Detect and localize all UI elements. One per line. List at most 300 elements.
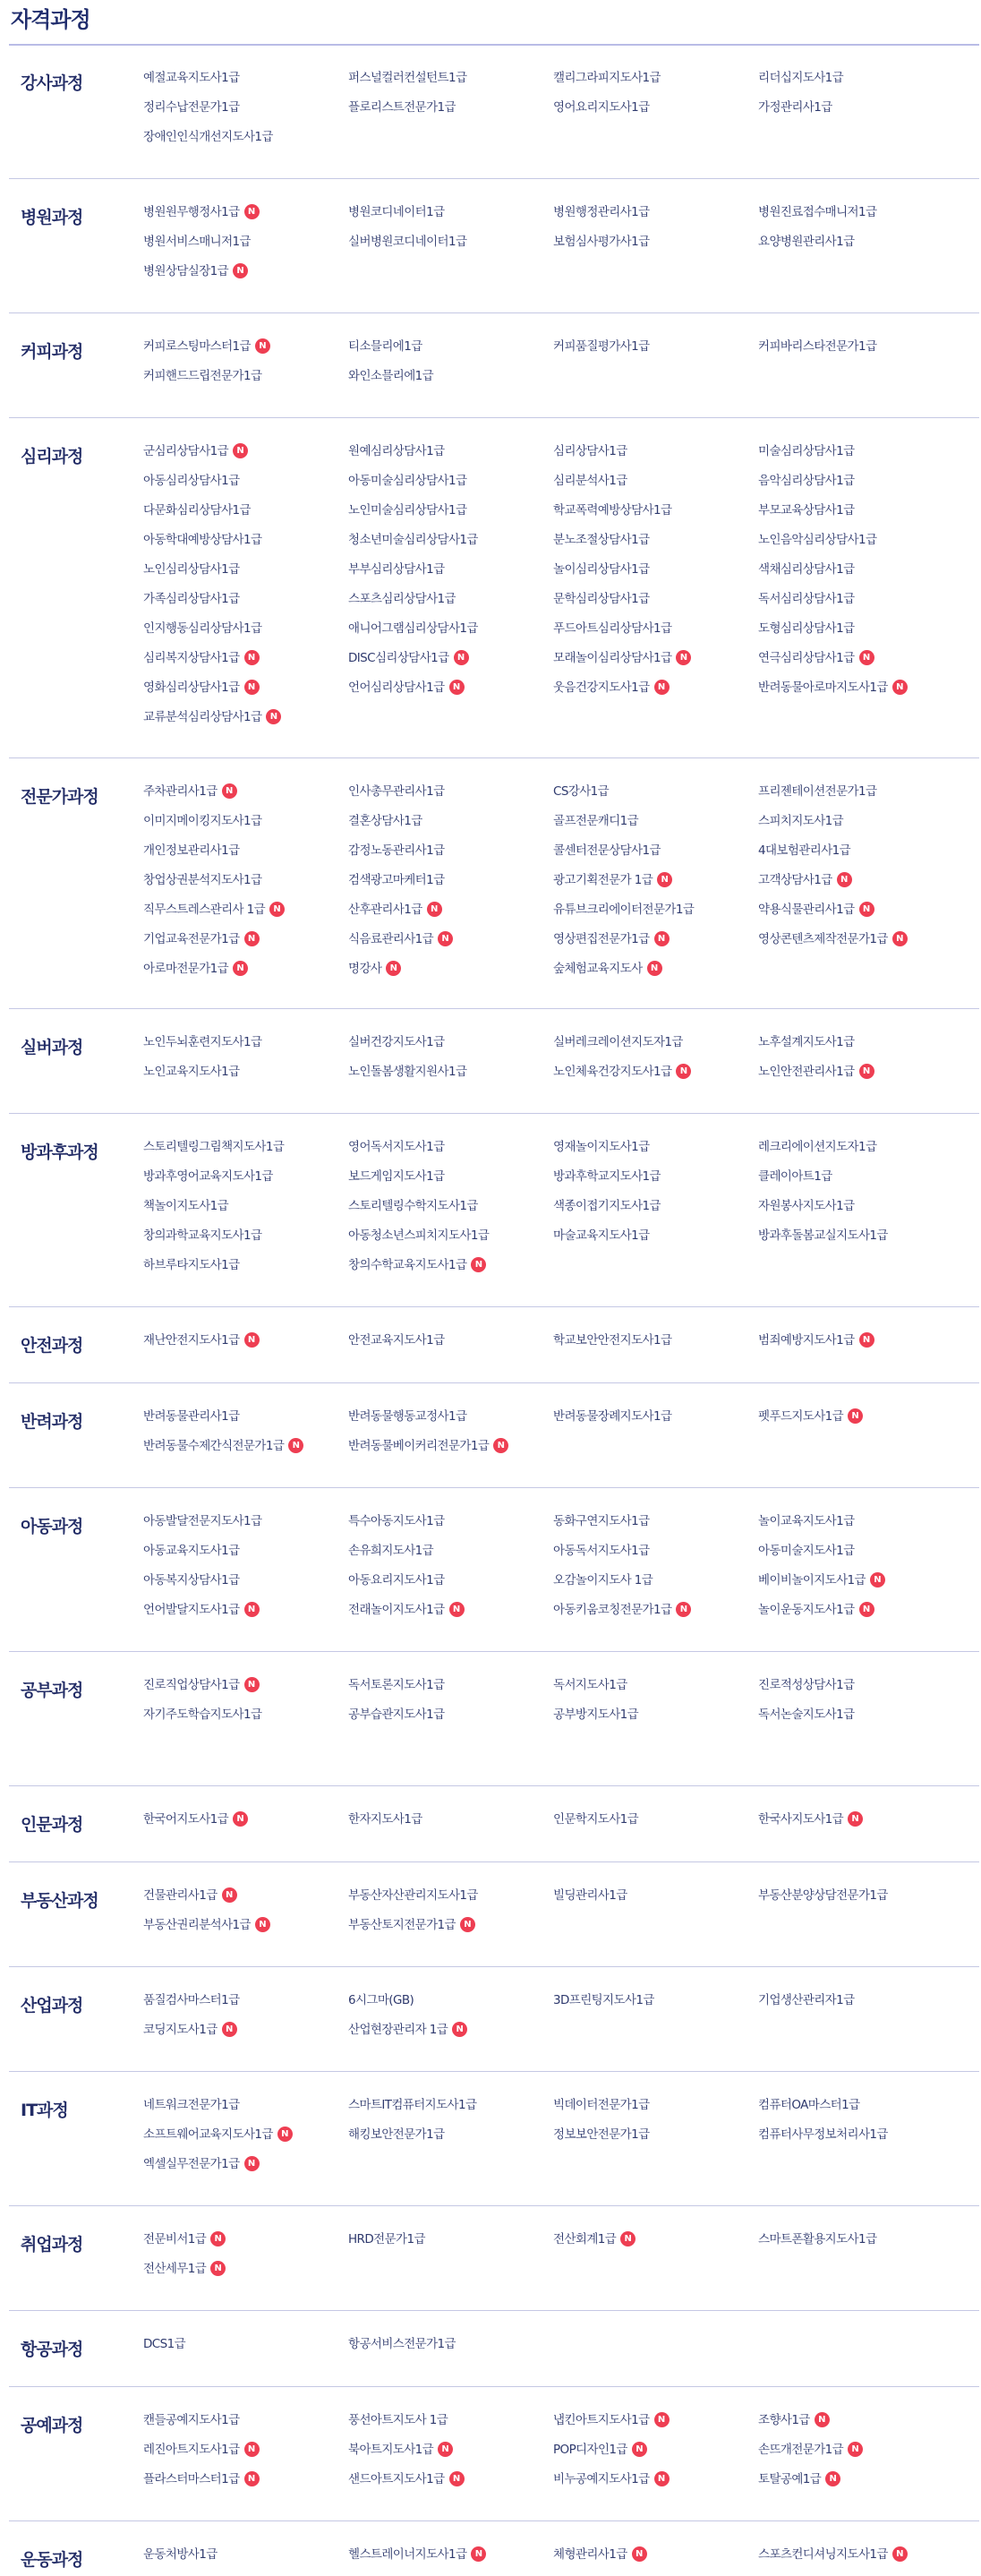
- course-link[interactable]: [553, 783, 758, 813]
- course-link[interactable]: [348, 2336, 553, 2366]
- course-label: 병원서비스매니저1급: [143, 235, 251, 249]
- section-title: 부동산과정: [21, 1891, 98, 1911]
- course-link[interactable]: [553, 1198, 758, 1228]
- course-label: 교류분석심리상담사1급: [143, 710, 262, 724]
- course-link[interactable]: [758, 1602, 963, 1631]
- course-link[interactable]: [348, 1887, 553, 1917]
- course-link[interactable]: [758, 1139, 963, 1168]
- course-link[interactable]: [143, 1811, 348, 1841]
- course-label: 독서심리상담사1급: [758, 592, 855, 606]
- course-label: 아동학대예방상담사1급: [143, 533, 262, 547]
- course-label: 아동교육지도사1급: [143, 1544, 240, 1558]
- course-link[interactable]: [348, 1198, 553, 1228]
- course-label: 보드게임지도사1급: [348, 1169, 445, 1184]
- new-badge-icon: N: [815, 2412, 830, 2427]
- course-link[interactable]: [758, 532, 963, 561]
- course-link[interactable]: [143, 1513, 348, 1543]
- course-link[interactable]: [758, 2442, 963, 2471]
- course-label: 아동청소년스피치지도사1급: [348, 1228, 490, 1243]
- course-label: 색종이접기지도사1급: [553, 1199, 661, 1213]
- course-link[interactable]: [348, 1602, 553, 1631]
- course-link[interactable]: [143, 368, 348, 398]
- course-link[interactable]: [758, 1707, 963, 1736]
- course-link[interactable]: [143, 1677, 348, 1707]
- course-link[interactable]: [143, 1168, 348, 1198]
- course-link[interactable]: [348, 680, 553, 709]
- page-title: 자격과정: [11, 7, 90, 32]
- course-label: 부모교육상담사1급: [758, 503, 855, 518]
- course-link[interactable]: [758, 620, 963, 650]
- course-label: 냅킨아트지도사1급: [553, 2413, 650, 2427]
- course-link[interactable]: [143, 680, 348, 709]
- course-link[interactable]: [758, 1677, 963, 1707]
- course-link[interactable]: [348, 783, 553, 813]
- course-link[interactable]: [758, 204, 963, 234]
- course-link[interactable]: [348, 2127, 553, 2156]
- course-link[interactable]: [143, 2336, 348, 2366]
- course-link[interactable]: [143, 2097, 348, 2127]
- course-link[interactable]: [348, 1332, 553, 1362]
- new-badge-icon: N: [848, 2442, 863, 2457]
- course-link[interactable]: [553, 338, 758, 368]
- course-link[interactable]: [758, 502, 963, 532]
- course-link[interactable]: [758, 1408, 963, 1438]
- course-link[interactable]: [348, 1139, 553, 1168]
- course-link[interactable]: [143, 2261, 348, 2290]
- course-link[interactable]: [143, 2156, 348, 2186]
- course-link[interactable]: [143, 1064, 348, 1093]
- new-badge-icon: N: [244, 680, 260, 695]
- course-link[interactable]: [348, 1513, 553, 1543]
- course-label: 부동산분양상담전문가1급: [758, 1888, 888, 1903]
- course-link[interactable]: [758, 234, 963, 263]
- course-link[interactable]: [553, 2546, 758, 2576]
- course-label: 4대보험관리사1급: [758, 843, 851, 858]
- course-label: 직무스트레스관리사 1급: [143, 903, 266, 917]
- course-link[interactable]: [758, 1543, 963, 1572]
- course-label: 문학심리상담사1급: [553, 592, 650, 606]
- course-link[interactable]: [553, 843, 758, 872]
- course-link[interactable]: [348, 1257, 553, 1287]
- course-link[interactable]: [553, 1064, 758, 1093]
- course-section: [9, 1862, 979, 1967]
- course-link[interactable]: [758, 1332, 963, 1362]
- course-link[interactable]: [553, 1332, 758, 1362]
- course-link[interactable]: [758, 1513, 963, 1543]
- course-grid: [143, 1811, 967, 1841]
- course-link[interactable]: [758, 338, 963, 368]
- new-badge-icon: N: [620, 2231, 636, 2247]
- course-link[interactable]: [553, 1408, 758, 1438]
- course-link[interactable]: [143, 961, 348, 990]
- course-label: 스피치지도사1급: [758, 814, 844, 828]
- course-link[interactable]: [143, 709, 348, 739]
- course-link[interactable]: [758, 1992, 963, 2022]
- course-label: 장애인인식개선지도사1급: [143, 130, 273, 144]
- course-grid: [143, 2231, 967, 2290]
- course-link[interactable]: [553, 2127, 758, 2156]
- course-link[interactable]: [553, 961, 758, 990]
- course-label: 방과후돌봄교실지도사1급: [758, 1228, 888, 1243]
- course-label: 레크리에이션지도자1급: [758, 1140, 877, 1154]
- course-link[interactable]: [348, 473, 553, 502]
- course-link[interactable]: [348, 338, 553, 368]
- course-link[interactable]: [553, 1811, 758, 1841]
- course-link[interactable]: [143, 620, 348, 650]
- course-label: 독서지도사1급: [553, 1678, 627, 1692]
- course-link[interactable]: [143, 473, 348, 502]
- new-badge-icon: N: [269, 902, 285, 917]
- course-label: 방과후학교지도사1급: [553, 1169, 661, 1184]
- course-label: 플로리스트전문가1급: [348, 100, 456, 115]
- course-link[interactable]: [758, 680, 963, 709]
- course-link[interactable]: [758, 902, 963, 931]
- course-link[interactable]: [553, 1707, 758, 1736]
- course-label: 영상콘텐츠제작전문가1급: [758, 932, 888, 946]
- course-grid: [143, 1677, 967, 1736]
- course-link[interactable]: [553, 204, 758, 234]
- course-label: 영상편집전문가1급: [553, 932, 650, 946]
- course-link[interactable]: [348, 1228, 553, 1257]
- course-link[interactable]: [348, 1917, 553, 1947]
- course-label: 한국사지도사1급: [758, 1812, 844, 1827]
- course-label: 운동처방사1급: [143, 2547, 218, 2562]
- course-label: 명강사: [348, 962, 382, 976]
- course-label: 심리상담사1급: [553, 444, 627, 458]
- course-grid: [143, 1139, 967, 1287]
- course-label: 인문학지도사1급: [553, 1812, 639, 1827]
- course-link[interactable]: [348, 204, 553, 234]
- new-badge-icon: N: [222, 783, 237, 799]
- course-link[interactable]: [348, 234, 553, 263]
- course-link[interactable]: [758, 443, 963, 473]
- course-label: 스토리텔링수학지도사1급: [348, 1199, 478, 1213]
- course-label: 반려동물장례지도사1급: [553, 1409, 672, 1424]
- course-link[interactable]: [553, 1602, 758, 1631]
- course-label: 공부습관지도사1급: [348, 1707, 445, 1722]
- course-link[interactable]: [758, 1198, 963, 1228]
- course-label: 공부방지도사1급: [553, 1707, 639, 1722]
- course-link[interactable]: [553, 650, 758, 680]
- course-label: 펫푸드지도사1급: [758, 1409, 844, 1424]
- course-link[interactable]: [758, 70, 963, 99]
- course-link[interactable]: [553, 1168, 758, 1198]
- course-link[interactable]: [143, 2412, 348, 2442]
- course-link[interactable]: [553, 1992, 758, 2022]
- new-badge-icon: N: [676, 1064, 691, 1079]
- course-label: 노인체육건강지도사1급: [553, 1065, 672, 1079]
- course-link[interactable]: [348, 1034, 553, 1064]
- course-link[interactable]: [758, 1811, 963, 1841]
- course-link[interactable]: [553, 473, 758, 502]
- course-link[interactable]: [348, 2442, 553, 2471]
- course-link[interactable]: [143, 2546, 348, 2576]
- course-label: 오감놀이지도사 1급: [553, 1573, 653, 1588]
- course-link[interactable]: [143, 931, 348, 961]
- course-label: 골프전문캐디1급: [553, 814, 639, 828]
- course-label: 인지행동심리상담사1급: [143, 621, 262, 636]
- course-link[interactable]: [348, 1543, 553, 1572]
- course-link[interactable]: [143, 2127, 348, 2156]
- course-link[interactable]: [348, 532, 553, 561]
- course-link[interactable]: [348, 813, 553, 843]
- course-link[interactable]: [348, 2471, 553, 2501]
- new-badge-icon: N: [452, 2022, 467, 2037]
- new-badge-icon: N: [837, 872, 852, 887]
- course-link[interactable]: [143, 2231, 348, 2261]
- course-link[interactable]: [553, 680, 758, 709]
- course-link[interactable]: [553, 591, 758, 620]
- course-label: 유튜브크리에이터전문가1급: [553, 903, 695, 917]
- course-label: 다문화심리상담사1급: [143, 503, 251, 518]
- course-label: 영어요리지도사1급: [553, 100, 650, 115]
- course-link[interactable]: [758, 1168, 963, 1198]
- course-link[interactable]: [143, 502, 348, 532]
- new-badge-icon: N: [892, 931, 908, 946]
- course-link[interactable]: [348, 70, 553, 99]
- course-link[interactable]: [758, 2127, 963, 2156]
- course-link[interactable]: [553, 902, 758, 931]
- course-link[interactable]: [348, 1408, 553, 1438]
- course-link[interactable]: [348, 1811, 553, 1841]
- course-link[interactable]: [553, 532, 758, 561]
- course-link[interactable]: [143, 443, 348, 473]
- course-link[interactable]: [553, 813, 758, 843]
- course-link[interactable]: [143, 532, 348, 561]
- course-link[interactable]: [143, 1707, 348, 1736]
- course-link[interactable]: [758, 2231, 963, 2261]
- course-label: 동화구연지도사1급: [553, 1514, 650, 1528]
- course-section: [9, 1307, 979, 1383]
- course-link[interactable]: [143, 1438, 348, 1468]
- course-link[interactable]: [348, 620, 553, 650]
- course-label: POP디자인1급: [553, 2443, 627, 2457]
- course-link[interactable]: [553, 1677, 758, 1707]
- course-link[interactable]: [348, 843, 553, 872]
- course-link[interactable]: [348, 1438, 553, 1468]
- new-badge-icon: N: [654, 680, 670, 695]
- course-link[interactable]: [143, 234, 348, 263]
- course-link[interactable]: [758, 843, 963, 872]
- course-label: 반려동물베이커리전문가1급: [348, 1439, 490, 1453]
- course-link[interactable]: [143, 783, 348, 813]
- new-badge-icon: N: [493, 1438, 508, 1453]
- course-link[interactable]: [758, 2471, 963, 2501]
- course-section: [9, 45, 979, 179]
- course-link[interactable]: [143, 902, 348, 931]
- course-link[interactable]: [143, 2022, 348, 2051]
- course-label: 6시그마(GB): [348, 1993, 414, 2007]
- course-label: 컴퓨터OA마스터1급: [758, 2098, 860, 2112]
- new-badge-icon: N: [657, 872, 672, 887]
- section-title: 항공과정: [21, 2340, 83, 2359]
- course-label: DISC심리상담사1급: [348, 651, 449, 665]
- course-link[interactable]: [143, 1887, 348, 1917]
- course-link[interactable]: [553, 234, 758, 263]
- course-link[interactable]: [553, 2471, 758, 2501]
- course-link[interactable]: [348, 502, 553, 532]
- course-link[interactable]: [143, 263, 348, 293]
- course-link[interactable]: [553, 620, 758, 650]
- course-link[interactable]: [143, 338, 348, 368]
- course-link[interactable]: [143, 1543, 348, 1572]
- course-label: 인사총무관리사1급: [348, 784, 445, 799]
- course-link[interactable]: [553, 931, 758, 961]
- course-link[interactable]: [348, 99, 553, 129]
- course-link[interactable]: [143, 872, 348, 902]
- course-link[interactable]: [143, 1228, 348, 1257]
- course-link[interactable]: [348, 2022, 553, 2051]
- course-label: 창의수학교육지도사1급: [348, 1258, 467, 1272]
- course-link[interactable]: [143, 1332, 348, 1362]
- course-link[interactable]: [348, 650, 553, 680]
- course-link[interactable]: [553, 1513, 758, 1543]
- course-link[interactable]: [553, 1139, 758, 1168]
- course-link[interactable]: [143, 1198, 348, 1228]
- course-link[interactable]: [143, 650, 348, 680]
- course-link[interactable]: [143, 129, 348, 158]
- course-link[interactable]: [758, 1228, 963, 1257]
- course-label: 소프트웨어교육지도사1급: [143, 2127, 273, 2142]
- course-link[interactable]: [758, 99, 963, 129]
- course-label: 개인정보관리사1급: [143, 843, 240, 858]
- course-link[interactable]: [758, 1572, 963, 1602]
- course-link[interactable]: [758, 1887, 963, 1917]
- new-badge-icon: N: [255, 1917, 270, 1932]
- course-label: 부동산권리분석사1급: [143, 1918, 251, 1932]
- course-link[interactable]: [143, 99, 348, 129]
- course-label: 영화심리상담사1급: [143, 680, 240, 695]
- new-badge-icon: N: [244, 650, 260, 665]
- course-link[interactable]: [348, 872, 553, 902]
- course-link[interactable]: [143, 561, 348, 591]
- new-badge-icon: N: [892, 680, 908, 695]
- course-link[interactable]: [348, 2546, 553, 2576]
- course-label: 아동미술지도사1급: [758, 1544, 855, 1558]
- new-badge-icon: N: [233, 1811, 248, 1827]
- course-label: 손뜨개전문가1급: [758, 2443, 844, 2457]
- course-grid: [143, 1513, 967, 1631]
- course-label: 학교폭력예방상담사1급: [553, 503, 672, 518]
- course-link[interactable]: [143, 2442, 348, 2471]
- course-label: 약용식물관리사1급: [758, 903, 855, 917]
- course-link[interactable]: [348, 561, 553, 591]
- course-link[interactable]: [348, 1064, 553, 1093]
- course-link[interactable]: [348, 591, 553, 620]
- course-link[interactable]: [758, 1064, 963, 1093]
- course-link[interactable]: [143, 591, 348, 620]
- course-link[interactable]: [758, 561, 963, 591]
- course-label: 병원원무행정사1급: [143, 205, 240, 219]
- course-link[interactable]: [143, 1257, 348, 1287]
- course-label: 아동독서지도사1급: [553, 1544, 650, 1558]
- course-link[interactable]: [758, 650, 963, 680]
- course-link[interactable]: [348, 1572, 553, 1602]
- course-link[interactable]: [348, 1677, 553, 1707]
- course-link[interactable]: [758, 872, 963, 902]
- course-link[interactable]: [758, 2412, 963, 2442]
- section-title: 공예과정: [21, 2416, 83, 2435]
- course-label: 이미지메이킹지도사1급: [143, 814, 262, 828]
- course-label: 샌드아트지도사1급: [348, 2472, 445, 2486]
- course-link[interactable]: [758, 2097, 963, 2127]
- course-link[interactable]: [143, 843, 348, 872]
- course-link[interactable]: [758, 2546, 963, 2576]
- section-title: 병원과정: [21, 208, 83, 227]
- course-label: 전문비서1급: [143, 2232, 207, 2247]
- course-link[interactable]: [758, 783, 963, 813]
- course-link[interactable]: [553, 1543, 758, 1572]
- course-link[interactable]: [553, 872, 758, 902]
- course-link[interactable]: [553, 2231, 758, 2261]
- course-link[interactable]: [348, 1168, 553, 1198]
- course-label: 애니어그램심리상담사1급: [348, 621, 478, 636]
- course-link[interactable]: [553, 99, 758, 129]
- course-label: 컴퓨터사무정보처리사1급: [758, 2127, 888, 2142]
- course-link[interactable]: [348, 931, 553, 961]
- course-link[interactable]: [348, 443, 553, 473]
- course-link[interactable]: [143, 1992, 348, 2022]
- course-link[interactable]: [348, 1707, 553, 1736]
- course-link[interactable]: [143, 1917, 348, 1947]
- course-link[interactable]: [348, 2231, 553, 2261]
- course-link[interactable]: [758, 1034, 963, 1064]
- course-label: CS강사1급: [553, 784, 610, 799]
- course-link[interactable]: [553, 1228, 758, 1257]
- course-link[interactable]: [553, 1034, 758, 1064]
- course-link[interactable]: [348, 368, 553, 398]
- course-label: 노인교육지도사1급: [143, 1065, 240, 1079]
- course-label: 정리수납전문가1급: [143, 100, 240, 115]
- course-link[interactable]: [143, 70, 348, 99]
- section-title: 전문가과정: [21, 787, 98, 807]
- course-link[interactable]: [143, 813, 348, 843]
- course-link[interactable]: [348, 1992, 553, 2022]
- course-link[interactable]: [143, 1408, 348, 1438]
- course-grid: [143, 204, 967, 293]
- course-link[interactable]: [553, 443, 758, 473]
- course-link[interactable]: [143, 1572, 348, 1602]
- new-badge-icon: N: [892, 2546, 908, 2562]
- course-link[interactable]: [143, 1139, 348, 1168]
- course-link[interactable]: [553, 2442, 758, 2471]
- course-link[interactable]: [143, 1034, 348, 1064]
- course-link[interactable]: [553, 502, 758, 532]
- course-link[interactable]: [758, 813, 963, 843]
- course-link[interactable]: [143, 2471, 348, 2501]
- course-link[interactable]: [758, 931, 963, 961]
- course-link[interactable]: [143, 1602, 348, 1631]
- course-link[interactable]: [348, 902, 553, 931]
- course-link[interactable]: [553, 2097, 758, 2127]
- course-section: [9, 2206, 979, 2311]
- course-link[interactable]: [143, 204, 348, 234]
- course-link[interactable]: [348, 961, 553, 990]
- course-label: 노인심리상담사1급: [143, 562, 240, 577]
- course-label: 재난안전지도사1급: [143, 1333, 240, 1348]
- course-label: 손유희지도사1급: [348, 1544, 434, 1558]
- course-link[interactable]: [758, 473, 963, 502]
- course-link[interactable]: [758, 591, 963, 620]
- course-link[interactable]: [553, 1887, 758, 1917]
- course-link[interactable]: [553, 70, 758, 99]
- course-link[interactable]: [348, 2097, 553, 2127]
- course-link[interactable]: [553, 2412, 758, 2442]
- course-link[interactable]: [553, 561, 758, 591]
- course-link[interactable]: [553, 1572, 758, 1602]
- course-link[interactable]: [348, 2412, 553, 2442]
- course-label: 콜센터전문상담사1급: [553, 843, 661, 858]
